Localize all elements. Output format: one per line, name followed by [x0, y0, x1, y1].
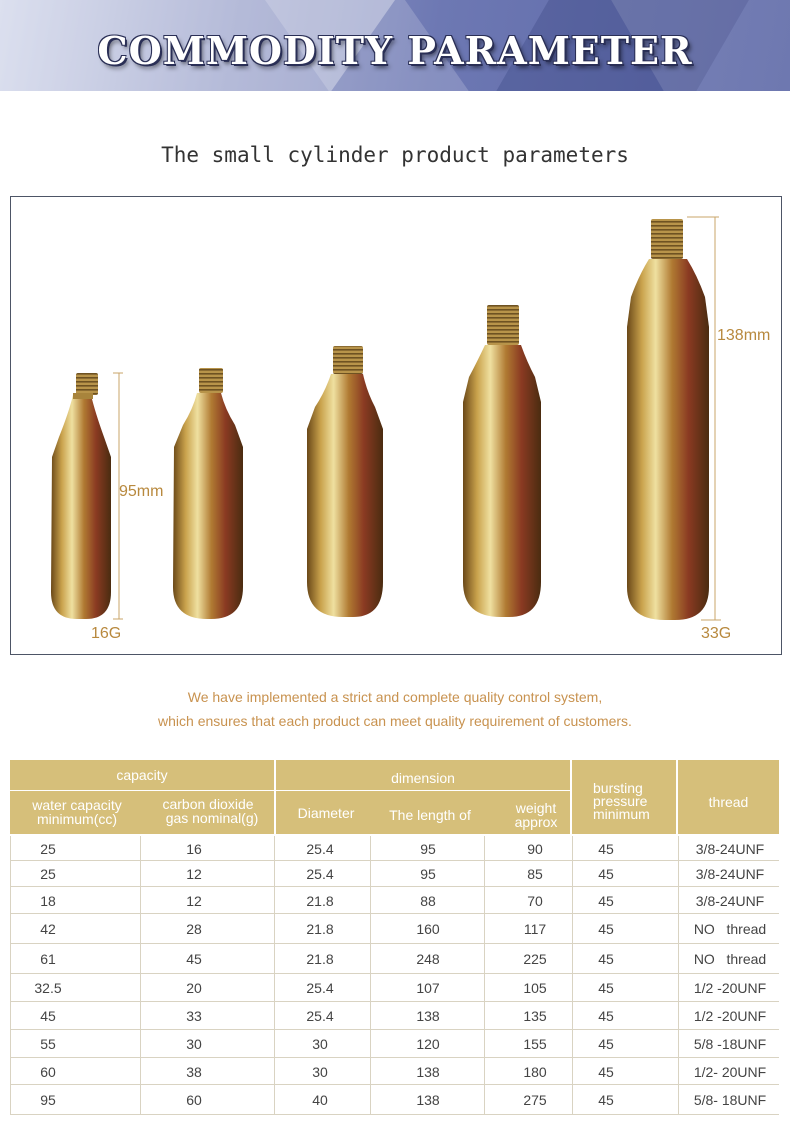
cell-water-capacity: 42 — [40, 921, 56, 937]
cell-thread: 3/8-24UNF — [695, 841, 765, 857]
label-138mm: 138mm — [717, 327, 771, 344]
cell-co2-nominal: 30 — [186, 1036, 202, 1052]
cell-water-capacity: 25 — [40, 841, 56, 857]
cell-thread: 1/2 -20UNF — [693, 980, 767, 996]
table-row — [10, 836, 779, 861]
cell-weight: 105 — [523, 980, 547, 996]
cell-diameter: 25.4 — [306, 980, 334, 996]
cylinder-3 — [307, 346, 383, 617]
header-divider — [10, 790, 274, 791]
product-photo — [10, 196, 782, 655]
cell-weight: 85 — [527, 866, 543, 882]
cell-weight: 70 — [527, 893, 543, 909]
cell-co2-nominal: 20 — [186, 980, 202, 996]
cell-weight: 117 — [523, 921, 547, 937]
header-co2-1: carbon dioxide — [162, 796, 254, 812]
cell-length: 138 — [416, 1064, 440, 1080]
cell-bursting-pressure: 45 — [598, 841, 614, 857]
section-subtitle: The small cylinder product parameters — [161, 143, 629, 167]
cylinders-illustration — [11, 197, 782, 655]
cell-water-capacity: 61 — [40, 951, 56, 967]
table-row — [10, 1085, 779, 1115]
cell-diameter: 30 — [312, 1064, 328, 1080]
cell-weight: 90 — [527, 841, 543, 857]
cell-thread: 1/2 -20UNF — [693, 1008, 767, 1024]
quality-note-line-1: We have implemented a strict and complete quality control system, — [187, 689, 603, 705]
cell-diameter: 21.8 — [306, 951, 334, 967]
label-33g: 33G — [701, 625, 732, 642]
cell-diameter: 30 — [312, 1036, 328, 1052]
cell-weight: 155 — [523, 1036, 547, 1052]
cell-diameter: 25.4 — [306, 866, 334, 882]
cell-length: 107 — [416, 980, 440, 996]
cell-bursting-pressure: 45 — [598, 893, 614, 909]
cylinder-16g — [51, 373, 111, 619]
table-row — [10, 974, 779, 1002]
cell-bursting-pressure: 45 — [598, 921, 614, 937]
cell-thread: 5/8 -18UNF — [693, 1036, 767, 1052]
cell-bursting-pressure: 45 — [598, 980, 614, 996]
cell-length: 160 — [416, 921, 440, 937]
cell-diameter: 25.4 — [306, 1008, 334, 1024]
header-banner — [0, 0, 790, 91]
header-co2-2: gas nominal(g) — [165, 810, 259, 826]
quality-note-line-2: which ensures that each product can meet quality requirement of customers. — [158, 713, 632, 729]
cell-co2-nominal: 28 — [186, 921, 202, 937]
cell-weight: 225 — [523, 951, 547, 967]
cell-bursting-pressure: 45 — [598, 951, 614, 967]
cell-length: 95 — [420, 841, 436, 857]
cell-length: 88 — [420, 893, 436, 909]
header-dimension: dimension — [276, 760, 570, 790]
table-row — [10, 1002, 779, 1030]
header-capacity: capacity — [10, 760, 274, 790]
cell-thread: 3/8-24UNF — [695, 893, 765, 909]
cell-bursting-pressure: 45 — [598, 866, 614, 882]
header-thread: thread — [678, 760, 779, 834]
cell-diameter: 40 — [312, 1092, 328, 1108]
table-row — [10, 1030, 779, 1058]
header-burst-2: pressure — [593, 793, 648, 809]
label-16g: 16G — [91, 625, 122, 642]
banner-title: COMMODITY PARAMETER — [97, 28, 693, 73]
header-weight-2: approx — [514, 814, 558, 830]
header-burst-3: minimum — [593, 806, 650, 822]
cylinder-4 — [463, 305, 541, 617]
cell-diameter: 21.8 — [306, 921, 334, 937]
cell-weight: 180 — [523, 1064, 547, 1080]
cell-thread: NO thread — [693, 921, 767, 937]
table-row — [10, 887, 779, 914]
table-row — [10, 944, 779, 974]
cell-length: 248 — [416, 951, 440, 967]
cell-co2-nominal: 33 — [186, 1008, 202, 1024]
header-diameter: Diameter — [297, 805, 355, 821]
cell-thread: 5/8- 18UNF — [693, 1092, 767, 1108]
table-row — [10, 914, 779, 944]
cell-weight: 275 — [523, 1092, 547, 1108]
cell-bursting-pressure: 45 — [598, 1036, 614, 1052]
cell-diameter: 25.4 — [306, 841, 334, 857]
cell-bursting-pressure: 45 — [598, 1092, 614, 1108]
table-row — [10, 861, 779, 887]
cell-thread: 1/2- 20UNF — [693, 1064, 767, 1080]
cell-length: 95 — [420, 866, 436, 882]
cell-water-capacity: 45 — [40, 1008, 56, 1024]
cell-length: 120 — [416, 1036, 440, 1052]
cell-length: 138 — [416, 1008, 440, 1024]
cell-water-capacity: 95 — [40, 1092, 56, 1108]
cell-co2-nominal: 16 — [186, 841, 202, 857]
header-water-capacity-1: water capacity — [32, 797, 122, 813]
cell-co2-nominal: 12 — [186, 893, 202, 909]
cell-length: 138 — [416, 1092, 440, 1108]
cell-water-capacity: 55 — [40, 1036, 56, 1052]
cell-co2-nominal: 12 — [186, 866, 202, 882]
cell-water-capacity: 25 — [40, 866, 56, 882]
header-burst-1: bursting — [593, 780, 643, 796]
cylinder-2 — [173, 368, 243, 619]
cell-diameter: 21.8 — [306, 893, 334, 909]
cell-water-capacity: 18 — [40, 893, 56, 909]
header-weight-1: weight — [515, 800, 557, 816]
label-95mm: 95mm — [119, 483, 164, 500]
parameter-table — [10, 760, 779, 1115]
cell-co2-nominal: 38 — [186, 1064, 202, 1080]
cell-bursting-pressure: 45 — [598, 1064, 614, 1080]
header-length: The length of — [389, 807, 471, 823]
header-water-capacity-2: minimum(cc) — [36, 811, 118, 827]
cell-thread: 3/8-24UNF — [695, 866, 765, 882]
cell-bursting-pressure: 45 — [598, 1008, 614, 1024]
cell-co2-nominal: 45 — [186, 951, 202, 967]
header-divider — [276, 790, 570, 791]
table-row — [10, 1058, 779, 1085]
cell-water-capacity: 32.5 — [34, 980, 62, 996]
cell-water-capacity: 60 — [40, 1064, 56, 1080]
cylinder-33g — [627, 219, 709, 620]
cell-thread: NO thread — [693, 951, 767, 967]
cell-co2-nominal: 60 — [186, 1092, 202, 1108]
cell-weight: 135 — [523, 1008, 547, 1024]
table-row-divider — [10, 1114, 779, 1115]
